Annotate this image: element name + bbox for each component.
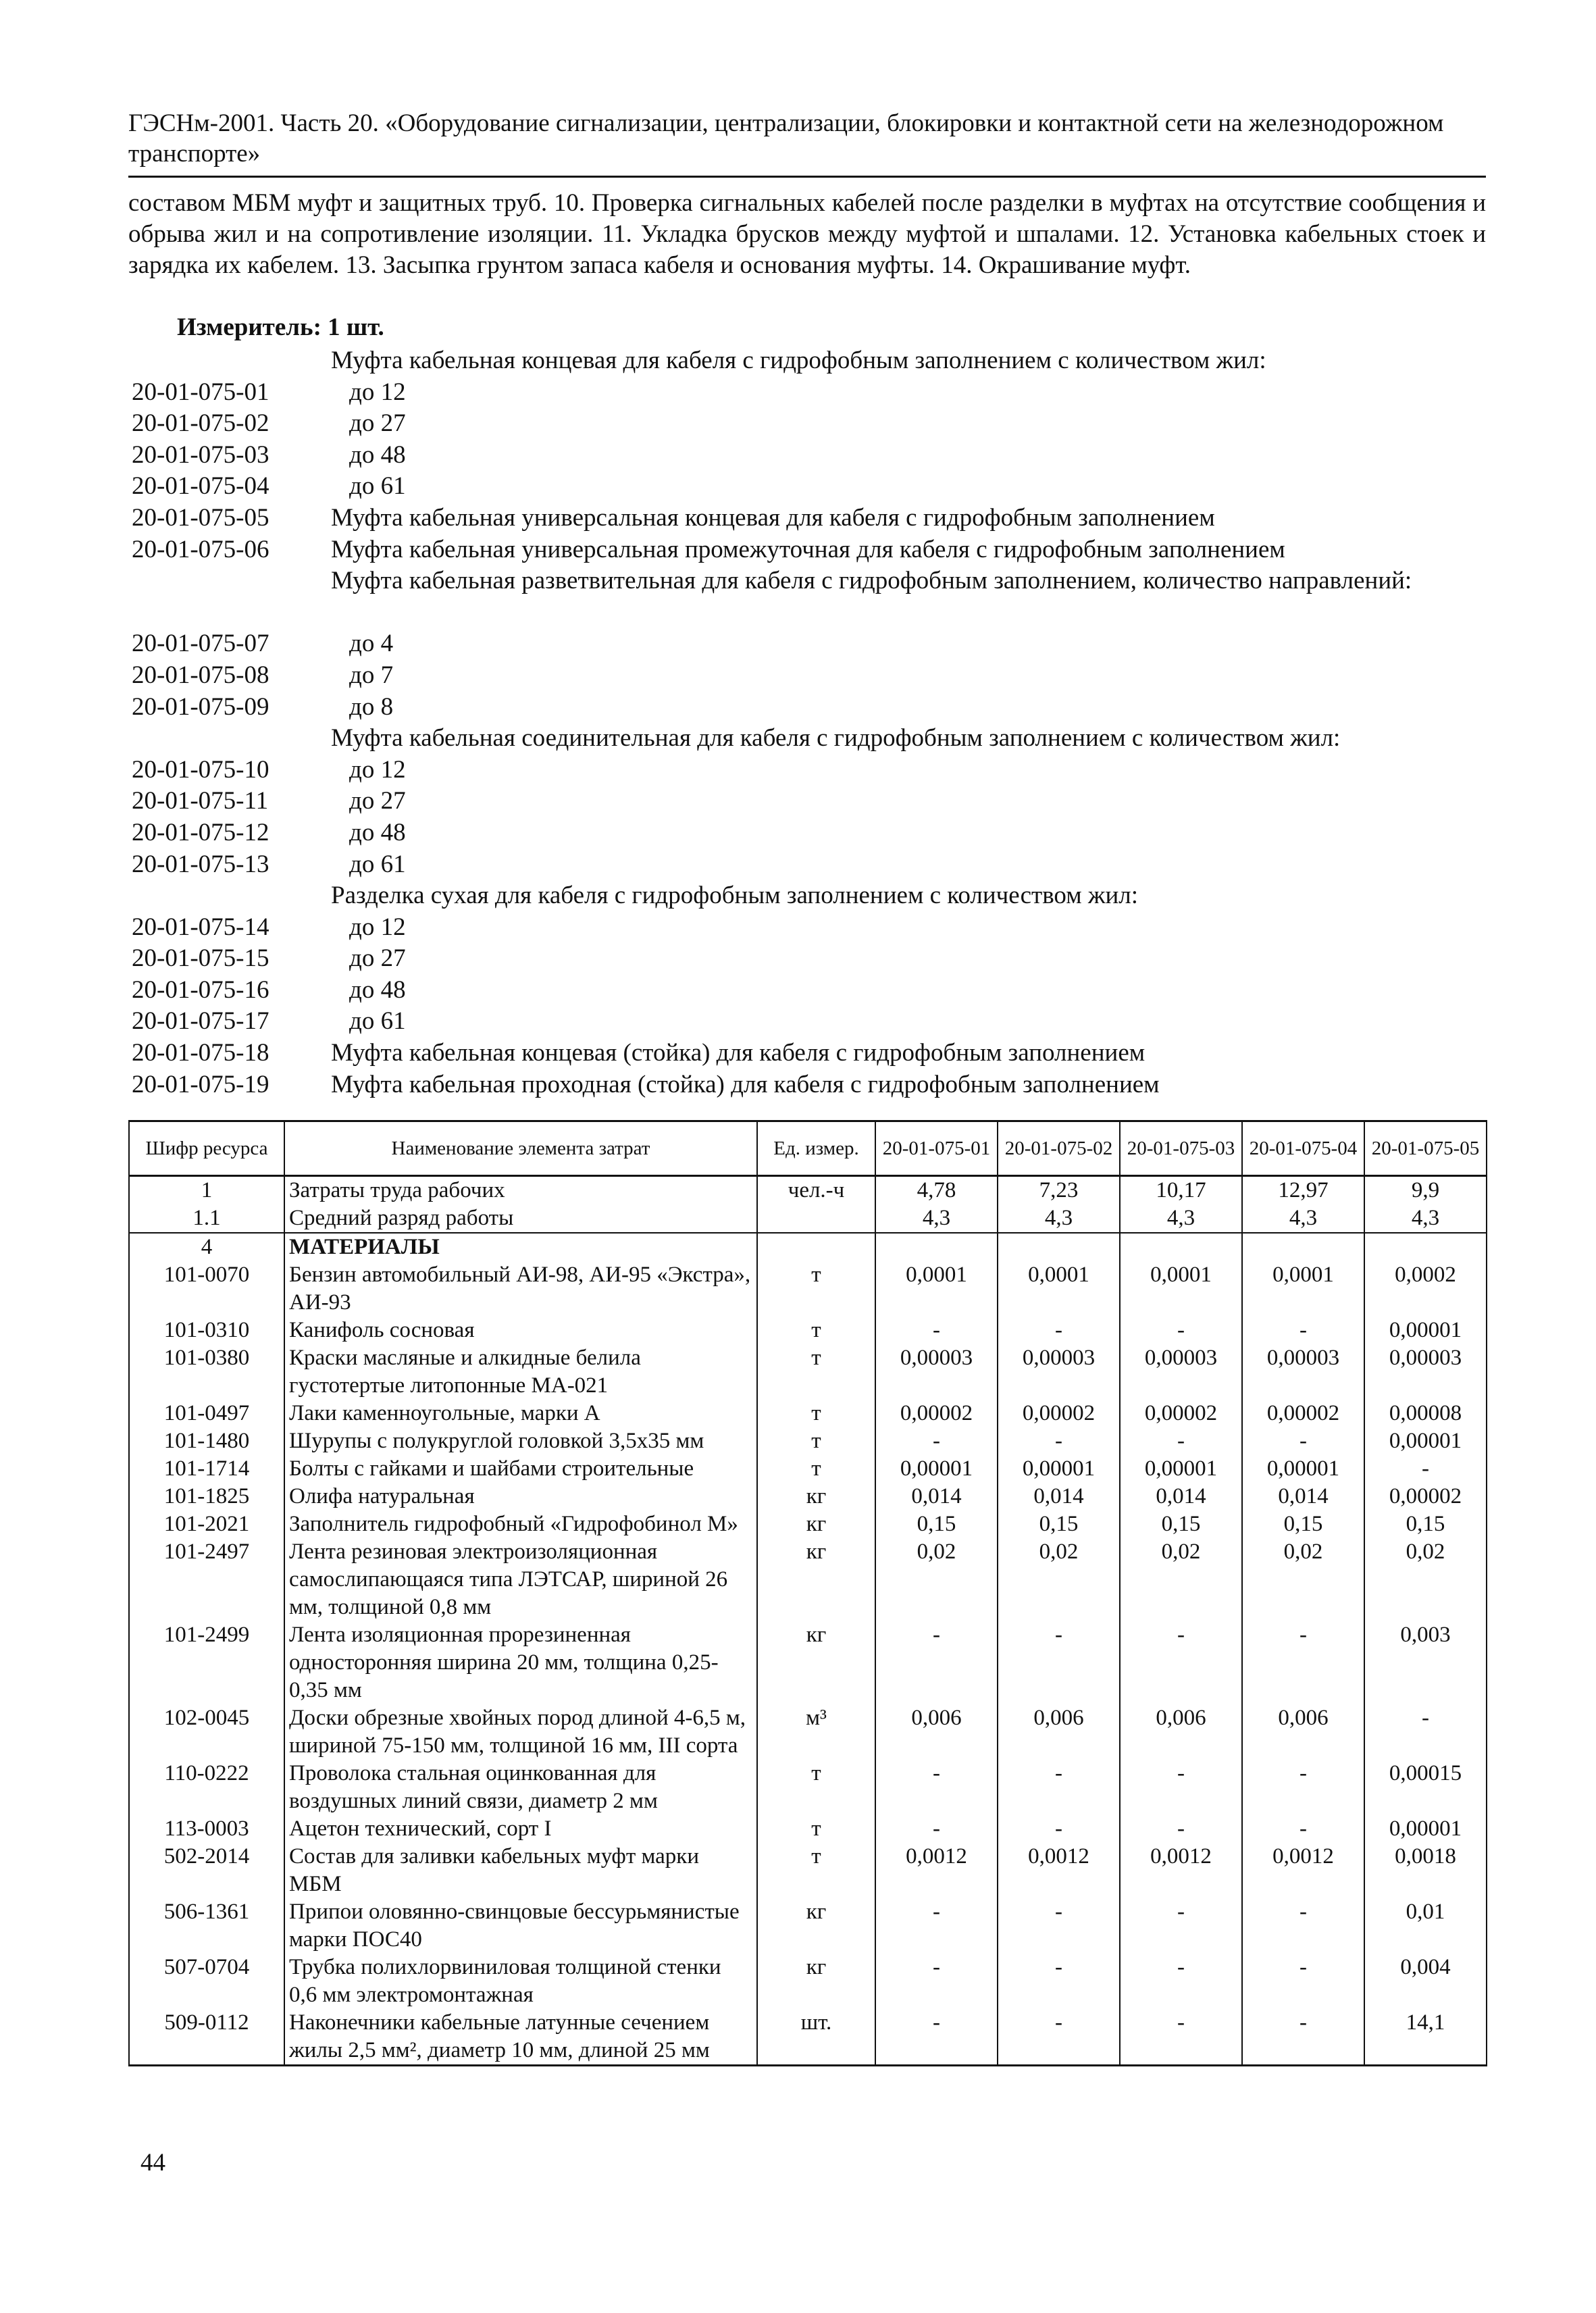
item-code: 20-01-075-10 bbox=[132, 755, 269, 784]
list-item bbox=[132, 534, 1489, 566]
cell-value: - bbox=[875, 1898, 998, 1954]
item-code: 20-01-075-18 bbox=[132, 1039, 269, 1067]
table-row bbox=[129, 1760, 1487, 1815]
cell-value: 0,014 bbox=[875, 1483, 998, 1510]
cell-name: Болты с гайками и шайбами строительные bbox=[284, 1455, 757, 1483]
cell-code: 101-2499 bbox=[129, 1621, 284, 1704]
cell-value bbox=[1242, 1233, 1364, 1261]
cell-name: Ацетон технический, сорт I bbox=[284, 1815, 757, 1843]
cell-name: Бензин автомобильный АИ-98, АИ-95 «Экстра», АИ-93 bbox=[284, 1261, 757, 1317]
cell-value: 4,78 bbox=[875, 1176, 998, 1205]
cell-value: - bbox=[1120, 1898, 1242, 1954]
cell-value: 0,15 bbox=[1242, 1510, 1364, 1538]
cell-value: 0,014 bbox=[998, 1483, 1120, 1510]
table-row bbox=[129, 1455, 1487, 1483]
item-code: 20-01-075-05 bbox=[132, 503, 269, 532]
cell-unit: м³ bbox=[757, 1704, 875, 1760]
cell-code: 1 bbox=[129, 1176, 284, 1205]
list-item bbox=[132, 849, 1489, 881]
cell-code: 113-0003 bbox=[129, 1815, 284, 1843]
cell-name: Припои оловянно-свинцовые бессурьмянистые марки ПОС40 bbox=[284, 1898, 757, 1954]
cell-unit: т bbox=[757, 1400, 875, 1427]
list-item bbox=[132, 817, 1489, 849]
cell-value: - bbox=[1364, 1455, 1487, 1483]
cell-value: 0,00003 bbox=[1364, 1344, 1487, 1400]
cell-value: 0,15 bbox=[1364, 1510, 1487, 1538]
cell-name: Шурупы с полукруглой головкой 3,5х35 мм bbox=[284, 1427, 757, 1455]
item-code: 20-01-075-13 bbox=[132, 850, 269, 878]
table-row bbox=[129, 1233, 1487, 1261]
item-text: до 27 bbox=[349, 409, 406, 438]
cell-value: 0,0001 bbox=[1242, 1261, 1364, 1317]
item-code: 20-01-075-14 bbox=[132, 913, 269, 941]
item-text: Муфта кабельная проходная (стойка) для кабеля с гидрофобным заполнением bbox=[331, 1070, 1160, 1098]
cell-value: 0,0012 bbox=[998, 1843, 1120, 1898]
cell-value: 0,02 bbox=[1364, 1538, 1487, 1621]
cell-name: Средний разряд работы bbox=[284, 1204, 757, 1233]
item-text: до 8 bbox=[349, 692, 394, 721]
cell-value: 4,3 bbox=[1242, 1204, 1364, 1233]
cell-value: 0,00001 bbox=[1364, 1427, 1487, 1455]
cell-value: - bbox=[1120, 2009, 1242, 2066]
table-row bbox=[129, 1317, 1487, 1344]
cell-value: - bbox=[998, 1317, 1120, 1344]
table-row bbox=[129, 2009, 1487, 2066]
cell-value: - bbox=[875, 2009, 998, 2066]
cell-value: - bbox=[1242, 1427, 1364, 1455]
item-code: 20-01-075-03 bbox=[132, 440, 269, 469]
cell-value: 10,17 bbox=[1120, 1176, 1242, 1205]
list-item bbox=[132, 943, 1489, 975]
list-item bbox=[132, 912, 1489, 944]
cell-unit: кг bbox=[757, 1538, 875, 1621]
cell-code: 101-0497 bbox=[129, 1400, 284, 1427]
table-row bbox=[129, 1483, 1487, 1510]
table-row bbox=[129, 1427, 1487, 1455]
cell-code: 101-0070 bbox=[129, 1261, 284, 1317]
table-row bbox=[129, 1815, 1487, 1843]
cell-value: 7,23 bbox=[998, 1176, 1120, 1205]
cell-value: 0,003 bbox=[1364, 1621, 1487, 1704]
item-text: Муфта кабельная соединительная для кабеля с гидрофобным заполнением с количеством жил: bbox=[331, 724, 1341, 753]
cell-name: Заполнитель гидрофобный «Гидрофобинол М» bbox=[284, 1510, 757, 1538]
cell-value: - bbox=[875, 1621, 998, 1704]
cell-unit: т bbox=[757, 1317, 875, 1344]
cell-value: 0,0012 bbox=[1242, 1843, 1364, 1898]
cell-value: - bbox=[998, 2009, 1120, 2066]
table-row bbox=[129, 1954, 1487, 2009]
cell-value: 0,00001 bbox=[1364, 1815, 1487, 1843]
list-item bbox=[132, 1006, 1489, 1038]
cell-value: 0,00002 bbox=[1364, 1483, 1487, 1510]
cell-value: - bbox=[1242, 1815, 1364, 1843]
cell-name: Канифоль сосновая bbox=[284, 1317, 757, 1344]
cell-unit: т bbox=[757, 1455, 875, 1483]
cell-name: Проволока стальная оцинкованная для воздушных линий связи, диаметр 2 мм bbox=[284, 1760, 757, 1815]
cell-value: - bbox=[1120, 1427, 1242, 1455]
cell-unit: т bbox=[757, 1760, 875, 1815]
norm-items-list bbox=[132, 345, 1489, 1100]
cell-value: - bbox=[1120, 1954, 1242, 2009]
cell-value: - bbox=[998, 1427, 1120, 1455]
cell-name: Доски обрезные хвойных пород длиной 4-6,5 м, шириной 75-150 мм, толщиной 16 мм, III сорта bbox=[284, 1704, 757, 1760]
cell-value: 4,3 bbox=[1364, 1204, 1487, 1233]
cell-code: 1.1 bbox=[129, 1204, 284, 1233]
item-code: 20-01-075-06 bbox=[132, 535, 269, 563]
item-text: Муфта кабельная концевая для кабеля с гидрофобным заполнением с количеством жил: bbox=[331, 347, 1266, 374]
cell-code: 507-0704 bbox=[129, 1954, 284, 2009]
cell-value: 0,0001 bbox=[998, 1261, 1120, 1317]
cell-value: 4,3 bbox=[1120, 1204, 1242, 1233]
item-code: 20-01-075-15 bbox=[132, 944, 269, 973]
header-col-3: 20-01-075-03 bbox=[1120, 1121, 1242, 1176]
cell-value: 0,00015 bbox=[1364, 1760, 1487, 1815]
cell-name: МАТЕРИАЛЫ bbox=[284, 1233, 757, 1261]
item-code: 20-01-075-12 bbox=[132, 818, 269, 846]
cell-value: 0,02 bbox=[875, 1538, 998, 1621]
work-composition-text: составом МБМ муфт и защитных труб. 10. Проверка сигнальных кабелей после разделки в муфтах на отсутствие сообщения и обрыва жил и на сопротивление изоляции. 11. Укладка брусков между муфтой и шпалами. 12. Установка кабельных стоек и зарядка их кабелем. 13. Засыпка грунтом запаса кабеля и основания муфты. 14. Окрашивание муфт. bbox=[128, 189, 1486, 279]
list-item bbox=[132, 755, 1489, 786]
cell-value: - bbox=[998, 1621, 1120, 1704]
header-unit: Ед. измер. bbox=[757, 1121, 875, 1176]
cell-code: 110-0222 bbox=[129, 1760, 284, 1815]
cell-value: 0,00002 bbox=[998, 1400, 1120, 1427]
cell-code: 101-1825 bbox=[129, 1483, 284, 1510]
cell-unit: кг bbox=[757, 1510, 875, 1538]
item-text: до 27 bbox=[349, 944, 406, 973]
item-code: 20-01-075-09 bbox=[132, 692, 269, 721]
cell-name: Трубка полихлорвиниловая толщиной стенки 0,6 мм электромонтажная bbox=[284, 1954, 757, 2009]
cell-value bbox=[998, 1233, 1120, 1261]
table-row bbox=[129, 1898, 1487, 1954]
item-text: до 48 bbox=[349, 975, 406, 1004]
page-number: 44 bbox=[140, 2149, 165, 2177]
header-col-4: 20-01-075-04 bbox=[1242, 1121, 1364, 1176]
cell-unit: т bbox=[757, 1815, 875, 1843]
item-text: до 12 bbox=[349, 913, 406, 941]
table-row bbox=[129, 1344, 1487, 1400]
item-text: до 61 bbox=[349, 850, 406, 878]
table-row bbox=[129, 1704, 1487, 1760]
table-row bbox=[129, 1538, 1487, 1621]
cell-code: 101-0380 bbox=[129, 1344, 284, 1400]
cell-value: - bbox=[1242, 1317, 1364, 1344]
cell-unit bbox=[757, 1204, 875, 1233]
cell-value: 0,0001 bbox=[1120, 1261, 1242, 1317]
cell-unit: т bbox=[757, 1843, 875, 1898]
item-code: 20-01-075-16 bbox=[132, 975, 269, 1004]
cell-value: - bbox=[1120, 1317, 1242, 1344]
list-item bbox=[132, 975, 1489, 1007]
item-code: 20-01-075-17 bbox=[132, 1007, 269, 1036]
cell-value: 0,02 bbox=[998, 1538, 1120, 1621]
cell-value: - bbox=[1242, 1898, 1364, 1954]
cell-value: 0,0001 bbox=[875, 1261, 998, 1317]
cell-value: 12,97 bbox=[1242, 1176, 1364, 1205]
cell-unit: кг bbox=[757, 1621, 875, 1704]
item-text: до 12 bbox=[349, 755, 406, 784]
cell-name: Лаки каменноугольные, марки А bbox=[284, 1400, 757, 1427]
list-item bbox=[132, 471, 1489, 503]
item-text: до 61 bbox=[349, 472, 406, 501]
item-code: 20-01-075-08 bbox=[132, 661, 269, 689]
list-item bbox=[132, 660, 1489, 692]
cell-value: 4,3 bbox=[875, 1204, 998, 1233]
header-divider bbox=[128, 176, 1486, 178]
header-col-5: 20-01-075-05 bbox=[1364, 1121, 1487, 1176]
cell-code: 101-0310 bbox=[129, 1317, 284, 1344]
cell-value: 0,15 bbox=[1120, 1510, 1242, 1538]
item-text: Муфта кабельная универсальная промежуточная для кабеля с гидрофобным заполнением bbox=[331, 535, 1285, 563]
item-text: до 61 bbox=[349, 1007, 406, 1036]
cell-value: 0,0018 bbox=[1364, 1843, 1487, 1898]
table-row bbox=[129, 1621, 1487, 1704]
cell-value: - bbox=[875, 1427, 998, 1455]
page-header: ГЭСНм-2001. Часть 20. «Оборудование сигнализации, централизации, блокировки и контактной сети на железнодорожном транспорте» bbox=[128, 109, 1444, 168]
cell-unit: т bbox=[757, 1427, 875, 1455]
cell-value: - bbox=[998, 1760, 1120, 1815]
cell-name: Олифа натуральная bbox=[284, 1483, 757, 1510]
cell-value: 14,1 bbox=[1364, 2009, 1487, 2066]
table-row bbox=[129, 1510, 1487, 1538]
cell-value: 0,01 bbox=[1364, 1898, 1487, 1954]
item-text: Разделка сухая для кабеля с гидрофобным заполнением с количеством жил: bbox=[331, 882, 1138, 910]
cell-code: 509-0112 bbox=[129, 2009, 284, 2066]
cell-code: 101-2497 bbox=[129, 1538, 284, 1621]
cell-value: - bbox=[875, 1954, 998, 2009]
item-text: до 48 bbox=[349, 818, 406, 846]
cell-value: 0,02 bbox=[1242, 1538, 1364, 1621]
cell-value: 0,006 bbox=[1242, 1704, 1364, 1760]
cell-value: 0,0002 bbox=[1364, 1261, 1487, 1317]
cell-value: 0,00002 bbox=[875, 1400, 998, 1427]
item-code: 20-01-075-04 bbox=[132, 472, 269, 501]
cell-value: 0,00001 bbox=[1120, 1455, 1242, 1483]
cell-value: 0,006 bbox=[998, 1704, 1120, 1760]
item-text: Муфта кабельная универсальная концевая для кабеля с гидрофобным заполнением bbox=[331, 503, 1215, 532]
list-item bbox=[132, 723, 1489, 755]
table-row bbox=[129, 1176, 1487, 1205]
header-code: Шифр ресурса bbox=[129, 1121, 284, 1176]
cell-value: - bbox=[1120, 1760, 1242, 1815]
list-item bbox=[132, 408, 1489, 440]
cell-value bbox=[1120, 1233, 1242, 1261]
cell-value bbox=[1364, 1233, 1487, 1261]
cell-value: 0,00003 bbox=[998, 1344, 1120, 1400]
header-col-1: 20-01-075-01 bbox=[875, 1121, 998, 1176]
item-code: 20-01-075-07 bbox=[132, 630, 269, 658]
cell-value: 0,006 bbox=[875, 1704, 998, 1760]
cell-value: - bbox=[998, 1898, 1120, 1954]
cell-code: 102-0045 bbox=[129, 1704, 284, 1760]
cell-value: - bbox=[1120, 1815, 1242, 1843]
table-row bbox=[129, 1400, 1487, 1427]
item-code: 20-01-075-19 bbox=[132, 1070, 269, 1098]
item-code: 20-01-075-11 bbox=[132, 787, 269, 815]
cell-value: - bbox=[998, 1954, 1120, 2009]
cell-value: - bbox=[1120, 1621, 1242, 1704]
cell-name: Краски масляные и алкидные белила густотертые литопонные МА-021 bbox=[284, 1344, 757, 1400]
cell-value: 0,006 bbox=[1120, 1704, 1242, 1760]
cell-value: 0,00003 bbox=[1120, 1344, 1242, 1400]
cell-name: Состав для заливки кабельных муфт марки МБМ bbox=[284, 1843, 757, 1898]
cell-value: 0,15 bbox=[875, 1510, 998, 1538]
cell-name: Наконечники кабельные латунные сечением жилы 2,5 мм², диаметр 10 мм, длиной 25 мм bbox=[284, 2009, 757, 2066]
cell-code: 4 bbox=[129, 1233, 284, 1261]
cell-unit bbox=[757, 1233, 875, 1261]
list-item bbox=[132, 1069, 1489, 1101]
header-name: Наименование элемента затрат bbox=[284, 1121, 757, 1176]
cell-value: 0,00002 bbox=[1242, 1400, 1364, 1427]
cell-code: 101-2021 bbox=[129, 1510, 284, 1538]
table-row bbox=[129, 1843, 1487, 1898]
list-item bbox=[132, 565, 1489, 628]
list-item bbox=[132, 503, 1489, 534]
cell-code: 502-2014 bbox=[129, 1843, 284, 1898]
cell-value: 0,00003 bbox=[875, 1344, 998, 1400]
cell-code: 506-1361 bbox=[129, 1898, 284, 1954]
cell-value: - bbox=[998, 1815, 1120, 1843]
cell-name: Затраты труда рабочих bbox=[284, 1176, 757, 1205]
item-code: 20-01-075-01 bbox=[132, 378, 269, 406]
cell-value: 0,014 bbox=[1242, 1483, 1364, 1510]
cell-value: - bbox=[1364, 1704, 1487, 1760]
list-item bbox=[132, 345, 1489, 377]
cell-value: 9,9 bbox=[1364, 1176, 1487, 1205]
item-code: 20-01-075-02 bbox=[132, 409, 269, 438]
list-item bbox=[132, 628, 1489, 660]
cell-value: - bbox=[1242, 1760, 1364, 1815]
list-item bbox=[132, 786, 1489, 817]
item-text: Муфта кабельная концевая (стойка) для кабеля с гидрофобным заполнением bbox=[331, 1039, 1145, 1067]
cell-value: 0,014 bbox=[1120, 1483, 1242, 1510]
item-text: до 4 bbox=[349, 630, 394, 658]
cell-unit: шт. bbox=[757, 2009, 875, 2066]
measure-unit: Измеритель: 1 шт. bbox=[177, 313, 384, 341]
cell-value: 4,3 bbox=[998, 1204, 1120, 1233]
cell-value: 0,00001 bbox=[1242, 1455, 1364, 1483]
cell-code: 101-1714 bbox=[129, 1455, 284, 1483]
cell-value bbox=[875, 1233, 998, 1261]
cell-value: 0,00001 bbox=[1364, 1317, 1487, 1344]
cell-unit: т bbox=[757, 1344, 875, 1400]
list-item bbox=[132, 692, 1489, 723]
cell-unit: кг bbox=[757, 1483, 875, 1510]
cell-unit: кг bbox=[757, 1954, 875, 2009]
cell-value: 0,00001 bbox=[875, 1455, 998, 1483]
cell-value: - bbox=[1242, 1621, 1364, 1704]
list-item bbox=[132, 440, 1489, 472]
cell-value: 0,00003 bbox=[1242, 1344, 1364, 1400]
cell-value: 0,15 bbox=[998, 1510, 1120, 1538]
item-text: до 7 bbox=[349, 661, 394, 689]
cell-value: - bbox=[1242, 2009, 1364, 2066]
cell-unit: т bbox=[757, 1261, 875, 1317]
resource-table bbox=[128, 1120, 1487, 2066]
cell-name: Лента изоляционная прорезиненная односторонняя ширина 20 мм, толщина 0,25-0,35 мм bbox=[284, 1621, 757, 1704]
cell-value: 0,00002 bbox=[1120, 1400, 1242, 1427]
list-item bbox=[132, 880, 1489, 912]
cell-value: - bbox=[875, 1815, 998, 1843]
cell-value: 0,0012 bbox=[1120, 1843, 1242, 1898]
cell-value: 0,02 bbox=[1120, 1538, 1242, 1621]
header-col-2: 20-01-075-02 bbox=[998, 1121, 1120, 1176]
cell-value: - bbox=[875, 1317, 998, 1344]
cell-value: - bbox=[875, 1760, 998, 1815]
cell-value: 0,004 bbox=[1364, 1954, 1487, 2009]
item-text: до 27 bbox=[349, 787, 406, 815]
item-text: до 48 bbox=[349, 440, 406, 469]
table-header-row bbox=[129, 1121, 1487, 1176]
list-item bbox=[132, 377, 1489, 409]
cell-name: Лента резиновая электроизоляционная самослипающаяся типа ЛЭТСАР, шириной 26 мм, толщиной 0,8 мм bbox=[284, 1538, 757, 1621]
table-row bbox=[129, 1204, 1487, 1233]
cell-code: 101-1480 bbox=[129, 1427, 284, 1455]
cell-value: 0,00008 bbox=[1364, 1400, 1487, 1427]
cell-value: - bbox=[1242, 1954, 1364, 2009]
cell-unit: чел.-ч bbox=[757, 1176, 875, 1205]
table-row bbox=[129, 1261, 1487, 1317]
cell-value: 0,00001 bbox=[998, 1455, 1120, 1483]
cell-value: 0,0012 bbox=[875, 1843, 998, 1898]
item-text: Муфта кабельная разветвительная для кабеля с гидрофобным заполнением, количество направлений: bbox=[331, 567, 1412, 595]
list-item bbox=[132, 1038, 1489, 1069]
cell-unit: кг bbox=[757, 1898, 875, 1954]
item-text: до 12 bbox=[349, 378, 406, 406]
